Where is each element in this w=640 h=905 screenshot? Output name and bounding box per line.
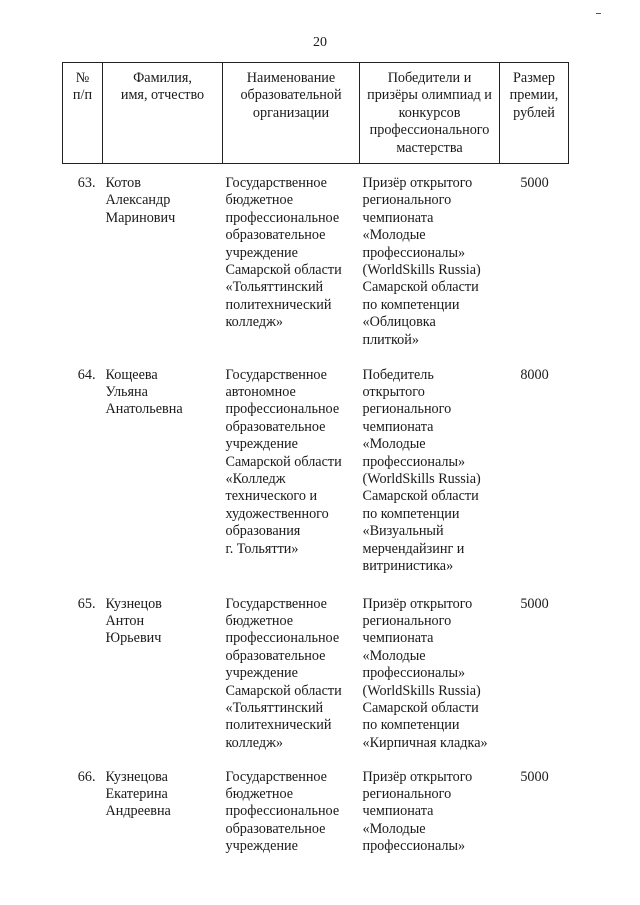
row-name: Кощеева Ульяна Анатольевна [105,366,183,418]
scan-mark [596,13,601,14]
table-row [63,585,569,758]
row-prize: 8000 [520,366,549,383]
row-name: Котов Александр Маринович [105,175,176,226]
row-number: 64. [77,366,96,383]
row-prize: 5000 [520,175,549,192]
table-row [63,164,569,356]
row-number: 63. [77,175,96,192]
table-header [63,63,569,164]
row-award: Призёр открытого регионального чемпионата «Молодые профессионалы» (WorldSkills Russia) Самарской области по компетенции «Кирпичная кладка» [362,595,488,751]
header-prize: Размер премии, рублей [500,63,569,164]
row-prize: 5000 [520,768,549,785]
row-prize: 5000 [520,595,549,612]
row-number: 66. [77,768,96,785]
row-number: 65. [77,595,96,612]
row-award: Призёр открытого регионального чемпионата «Молодые профессионалы» [362,768,473,855]
row-name: Кузнецова Екатерина Андреевна [105,768,171,820]
table-row [63,758,569,856]
row-organization: Государственное бюджетное профессиональное образовательное учреждение Самарской области «Тольяттинский политехнический колледж» [225,595,342,751]
header-name: Фамилия, имя, отчество [103,63,223,164]
table-row [63,356,569,585]
header-number: № п/п [63,63,103,164]
table-body [63,164,569,856]
page-number: 20 [313,35,327,50]
row-organization: Государственное бюджетное профессиональное образовательное учреждение Самарской области «Тольяттинский политехнический колледж» [225,175,342,331]
row-organization: Государственное автономное профессиональное образовательное учреждение Самарской области «Колледж технического и художественного образования г. Тольятти» [225,366,342,557]
row-name: Кузнецов Антон Юрьевич [105,595,162,647]
row-award: Призёр открытого регионального чемпионата «Молодые профессионалы» (WorldSkills Russia) Самарской области по компетенции «Облицовка плиткой» [362,175,481,348]
header-award: Победители и призёры олимпиад и конкурсов профессионального мастерства [360,63,500,164]
row-organization: Государственное бюджетное профессиональное образовательное учреждение [225,768,340,855]
row-award: Победитель открытого регионального чемпионата «Молодые профессионалы» (WorldSkills Russia) Самарской области по компетенции «Визуальный мерчендайзинг и витринистика» [362,366,481,574]
awards-table [62,62,569,856]
header-organization: Наименование образовательной организации [223,63,360,164]
